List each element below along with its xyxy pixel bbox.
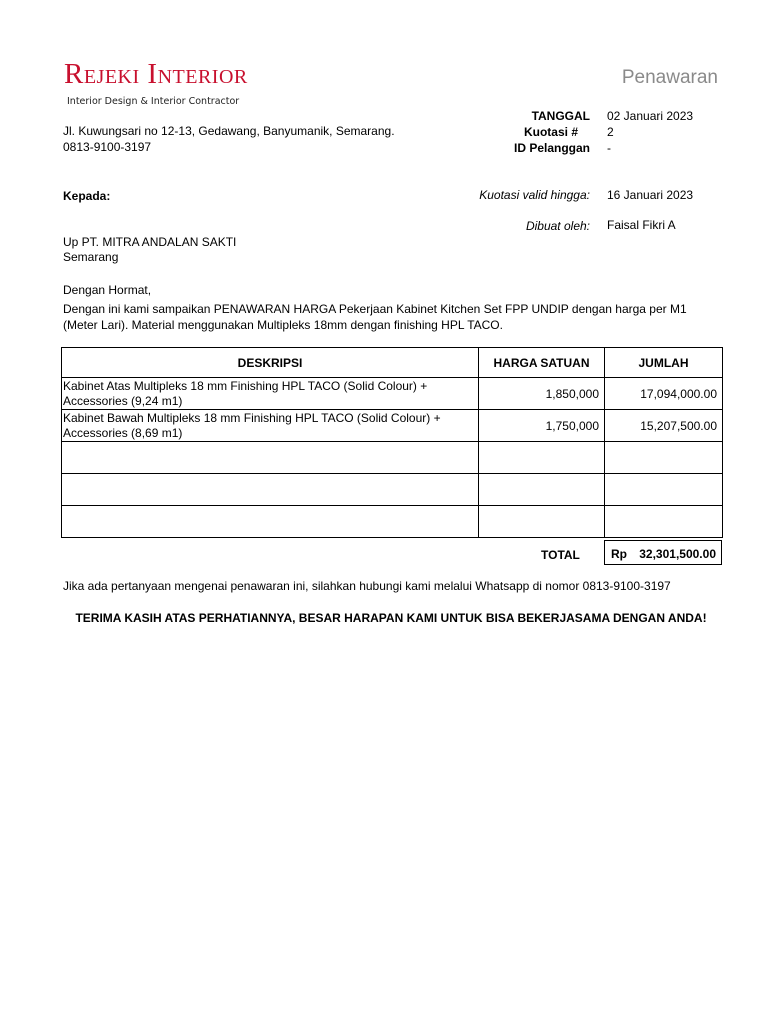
total-amount-box	[604, 540, 722, 565]
row-description: Kabinet Atas Multipleks 18 mm Finishing HPL TACO (Solid Colour) + Accessories (9,24 m1)	[62, 378, 479, 410]
table-row	[62, 474, 723, 506]
row-unit-price	[479, 506, 605, 538]
created-by-value: Faisal Fikri A	[607, 218, 676, 232]
kuotasi-value: 2	[607, 125, 614, 139]
tanggal-label: TANGGAL	[531, 109, 590, 123]
company-logo: Rejeki Interior	[64, 58, 248, 90]
recipient-label: Kepada:	[63, 189, 111, 203]
table-row	[62, 442, 723, 474]
document-title: Penawaran	[621, 67, 718, 88]
row-unit-price: 1,750,000	[479, 410, 605, 442]
row-amount	[605, 474, 723, 506]
valid-until-label: Kuotasi valid hingga:	[479, 188, 590, 202]
valid-until-value: 16 Januari 2023	[607, 188, 694, 202]
table-header-row	[62, 348, 723, 378]
row-amount: 15,207,500.00	[605, 410, 723, 442]
row-unit-price	[479, 442, 605, 474]
company-address: Jl. Kuwungsari no 12-13, Gedawang, Banyumanik, Semarang.	[63, 124, 395, 138]
created-by-label: Dibuat oleh:	[525, 219, 590, 233]
company-phone: 0813-9100-3197	[63, 140, 152, 154]
table-row	[62, 378, 723, 410]
recipient-name: Up PT. MITRA ANDALAN SAKTI	[63, 235, 237, 249]
row-description	[62, 506, 479, 538]
table-row	[62, 410, 723, 442]
offer-paragraph: Dengan ini kami sampaikan PENAWARAN HARGA Pekerjaan Kabinet Kitchen Set FPP UNDIP dengan harga per M1 (Meter Lari). Material menggunakan Multipleks 18mm dengan finishing HPL TACO.	[63, 302, 687, 332]
contact-note: Jika ada pertanyaan mengenai penawaran ini, silahkan hubungi kami melalui Whatsapp di nomor 0813-9100-3197	[63, 579, 671, 593]
row-amount	[605, 442, 723, 474]
header-unit-price: HARGA SATUAN	[479, 348, 605, 378]
company-tagline: Interior Design & Interior Contractor	[67, 96, 240, 107]
row-description	[62, 442, 479, 474]
row-amount	[605, 506, 723, 538]
id-pelanggan-value: -	[607, 141, 611, 155]
total-amount: 32,301,500.00	[639, 547, 716, 561]
row-amount: 17,094,000.00	[605, 378, 723, 410]
header-amount: JUMLAH	[605, 348, 723, 378]
id-pelanggan-label: ID Pelanggan	[513, 141, 590, 155]
table-row	[62, 506, 723, 538]
row-unit-price	[479, 474, 605, 506]
total-label: TOTAL	[541, 548, 580, 562]
recipient-city: Semarang	[63, 250, 119, 264]
greeting: Dengan Hormat,	[63, 283, 152, 297]
closing-thanks: TERIMA KASIH ATAS PERHATIANNYA, BESAR HARAPAN KAMI UNTUK BISA BEKERJASAMA DENGAN ANDA!	[75, 611, 707, 625]
row-unit-price: 1,850,000	[479, 378, 605, 410]
items-table	[61, 347, 723, 538]
total-currency: Rp	[611, 547, 627, 561]
row-description	[62, 474, 479, 506]
tanggal-value: 02 Januari 2023	[607, 109, 694, 123]
row-description: Kabinet Bawah Multipleks 18 mm Finishing HPL TACO (Solid Colour) + Accessories (8,69 m1)	[62, 410, 479, 442]
kuotasi-label: Kuotasi #	[523, 125, 578, 139]
header-description: DESKRIPSI	[62, 348, 479, 378]
